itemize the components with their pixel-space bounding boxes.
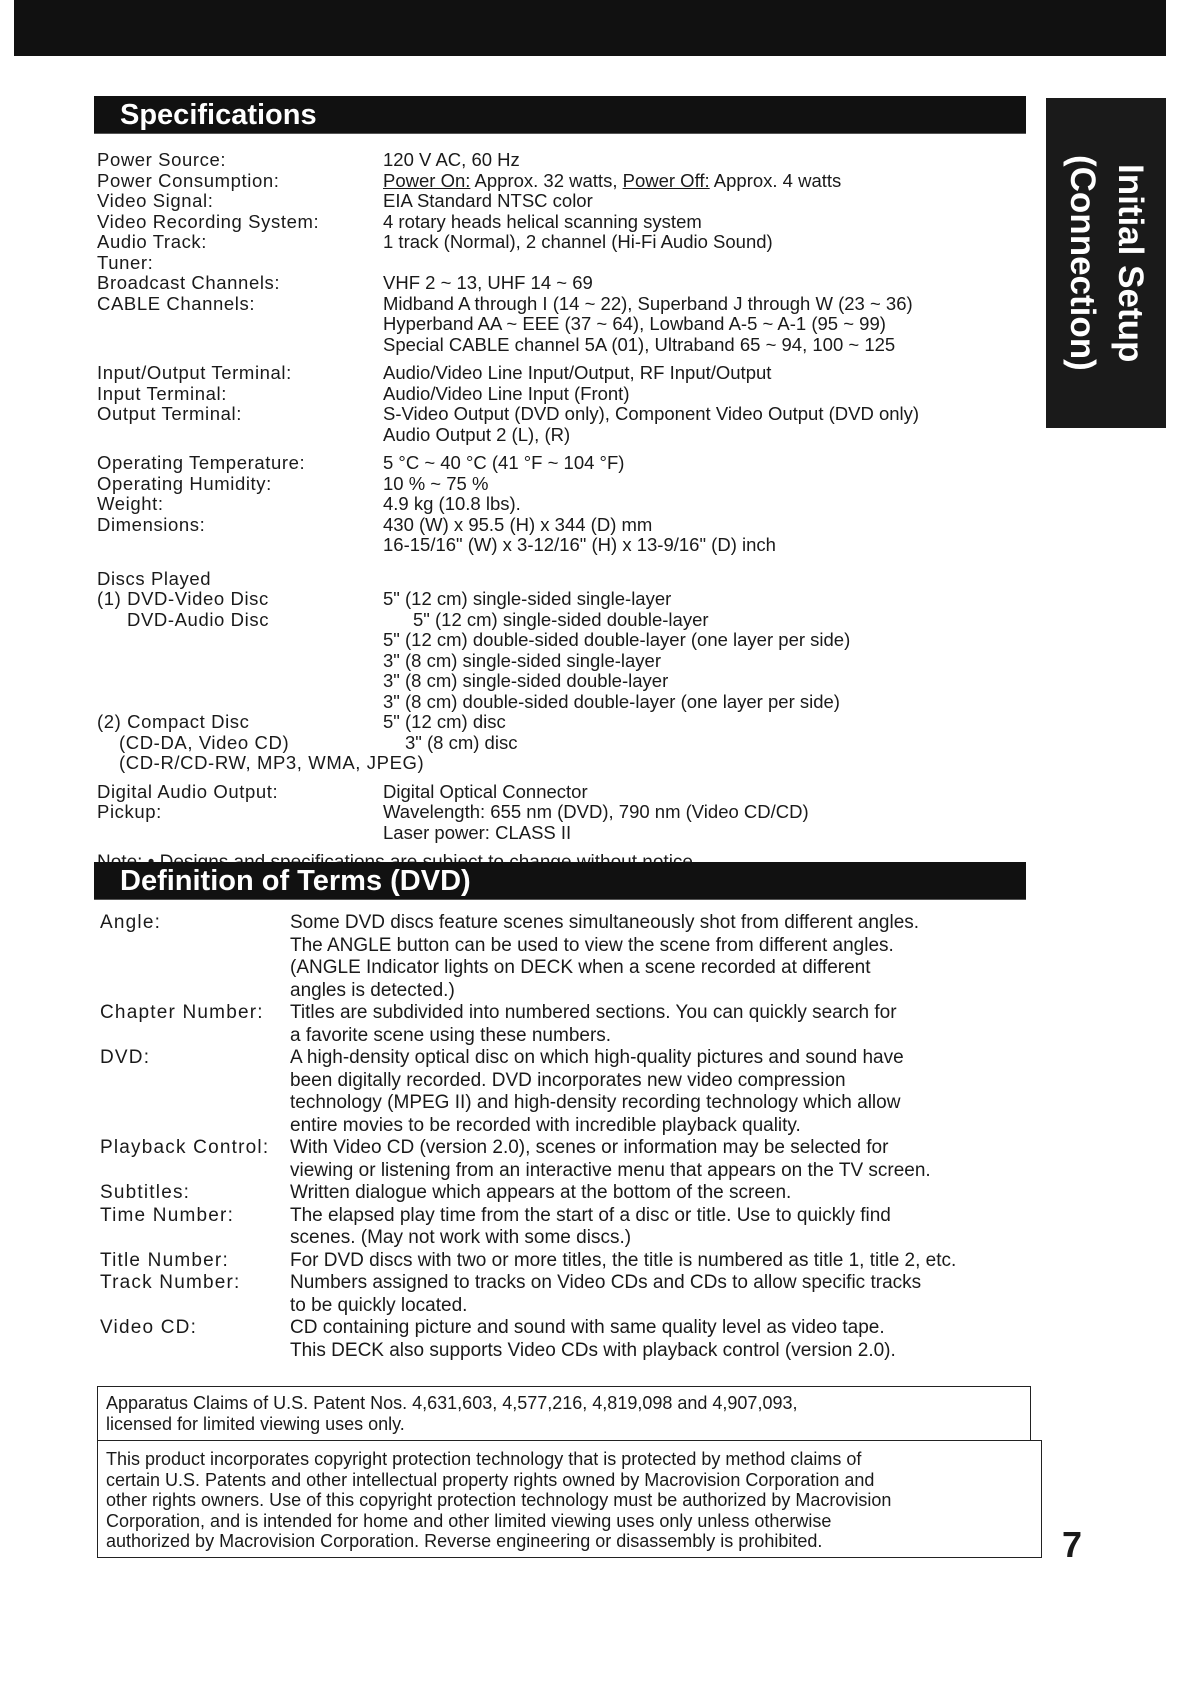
spec-label: DVD-Audio Disc xyxy=(127,608,270,630)
spec-row xyxy=(97,294,1037,315)
term-entry xyxy=(100,1137,1060,1182)
term-line: technology (MPEG II) and high-density recording technology which allow xyxy=(290,1092,901,1113)
term-definition xyxy=(290,1272,1060,1317)
spec-label: Digital Audio Output: xyxy=(97,780,279,802)
spec-label: Operating Temperature: xyxy=(97,452,306,473)
term-entry xyxy=(100,912,1060,1002)
notice-line: authorized by Macrovision Corporation. Reverse engineering or disassembly is prohibited. xyxy=(106,1531,823,1551)
spec-row xyxy=(97,212,1037,233)
spec-value: Audio/Video Line Input (Front) xyxy=(383,382,630,404)
term-line: a favorite scene using these numbers. xyxy=(290,1024,612,1046)
term-label: Time Number: xyxy=(100,1204,235,1226)
spec-value: 120 V AC, 60 Hz xyxy=(383,149,520,170)
spec-label: (CD-DA, Video CD) xyxy=(119,731,290,753)
term-line: (ANGLE Indicator lights on DECK when a scene recorded at different xyxy=(290,957,871,978)
definitions-list xyxy=(100,912,1060,1362)
power-off-label: Power Off: xyxy=(622,169,710,191)
spec-label: (2) Compact Disc xyxy=(97,711,250,732)
spec-value: 5" (12 cm) single-sided single-layer xyxy=(383,588,672,609)
term-label: Video CD: xyxy=(100,1317,198,1338)
definitions-header xyxy=(94,862,1026,900)
spec-label: Broadcast Channels: xyxy=(97,272,281,293)
term-definition xyxy=(290,1137,1060,1182)
spec-value xyxy=(383,171,1037,192)
spec-value: 3" (8 cm) single-sided single-layer xyxy=(383,649,662,671)
spec-value: 16-15/16" (W) x 3-12/16" (H) x 13-9/16" (D) inch xyxy=(383,534,776,555)
spec-label: CABLE Channels: xyxy=(97,292,256,314)
spec-row xyxy=(97,273,1037,294)
term-label: Track Number: xyxy=(100,1272,241,1293)
term-entry xyxy=(100,1272,1060,1317)
term-definition xyxy=(290,1250,1060,1273)
spec-row xyxy=(97,802,1037,823)
power-off-value: Approx. 4 watts xyxy=(709,169,842,191)
term-label: Chapter Number: xyxy=(100,1002,264,1023)
term-line: entire movies to be recorded with incredible playback quality. xyxy=(290,1114,801,1136)
term-line: viewing or listening from an interactive menu that appears on the TV screen. xyxy=(290,1159,931,1181)
spec-value: 5" (12 cm) double-sided double-layer (one layer per side) xyxy=(383,629,851,650)
spec-value: Special CABLE channel 5A (01), Ultraband 65 ~ 94, 100 ~ 125 xyxy=(383,333,896,355)
notice-line: Corporation, and is intended for home and other limited viewing uses only unless otherwise xyxy=(106,1510,832,1531)
spec-value: 3" (8 cm) disc xyxy=(405,731,518,753)
spec-value: 3" (8 cm) single-sided double-layer xyxy=(383,670,669,691)
term-line: A high-density optical disc on which high-quality pictures and sound have xyxy=(290,1047,904,1068)
notice-line: certain U.S. Patents and other intellectual property rights owned by Macrovision Corporation and xyxy=(106,1469,875,1490)
term-line: For DVD discs with two or more titles, the title is numbered as title 1, title 2, etc. xyxy=(290,1249,957,1271)
spec-row xyxy=(97,494,1037,515)
term-entry xyxy=(100,1002,1060,1047)
spec-row xyxy=(97,335,1037,356)
spec-row xyxy=(97,425,1037,446)
macrovision-notice-box xyxy=(97,1440,1042,1558)
spec-value xyxy=(383,253,1037,274)
spec-row xyxy=(97,453,1037,474)
spec-label: (CD-R/CD-RW, MP3, WMA, JPEG) xyxy=(119,752,425,773)
spec-value: 5" (12 cm) single-sided double-layer xyxy=(413,608,709,630)
spec-row xyxy=(97,692,1037,713)
side-tab-line2: (Connection) xyxy=(1063,155,1102,371)
top-black-bar xyxy=(14,0,1166,56)
spec-row xyxy=(97,150,1037,171)
spec-value: Midband A through I (14 ~ 22), Superband J through W (23 ~ 36) xyxy=(383,292,913,314)
spec-row xyxy=(97,404,1037,425)
patent-line: Apparatus Claims of U.S. Patent Nos. 4,631,603, 4,577,216, 4,819,098 and 4,907,093, xyxy=(106,1393,798,1413)
term-line: to be quickly located. xyxy=(290,1294,468,1316)
term-line: scenes. (May not work with some discs.) xyxy=(290,1227,632,1248)
term-line: Titles are subdivided into numbered sections. You can quickly search for xyxy=(290,1002,897,1023)
spec-label xyxy=(97,823,383,844)
spec-value: Laser power: CLASS II xyxy=(383,821,572,843)
spec-row xyxy=(97,782,1037,803)
spec-row xyxy=(97,671,1037,692)
page-number: 7 xyxy=(1062,1524,1083,1565)
spec-label: Video Recording System: xyxy=(97,210,320,232)
patent-line: licensed for limited viewing uses only. xyxy=(106,1414,405,1434)
definitions-title: Definition of Terms (DVD) xyxy=(120,865,471,897)
spec-row xyxy=(97,474,1037,495)
notice-line: other rights owners. Use of this copyright protection technology must be authorized by Macrovision xyxy=(106,1490,892,1510)
spec-row xyxy=(97,314,1037,335)
spec-value: Audio Output 2 (L), (R) xyxy=(383,423,571,445)
term-line: been digitally recorded. DVD incorporates new video compression xyxy=(290,1069,846,1091)
specifications-title: Specifications xyxy=(120,99,317,131)
term-line: angles is detected.) xyxy=(290,979,455,1001)
spec-row xyxy=(97,515,1037,536)
spec-row xyxy=(97,535,1037,556)
spec-label: (1) DVD-Video Disc xyxy=(97,588,269,609)
spec-value: 5" (12 cm) disc xyxy=(383,711,506,732)
term-entry xyxy=(100,1182,1060,1205)
spec-value: 430 (W) x 95.5 (H) x 344 (D) mm xyxy=(383,513,653,535)
spec-row xyxy=(97,753,1037,774)
spec-label: Operating Humidity: xyxy=(97,472,272,494)
spec-label: Tuner: xyxy=(97,251,154,273)
power-on-label: Power On: xyxy=(383,169,471,191)
spec-value: 1 track (Normal), 2 channel (Hi-Fi Audio Sound) xyxy=(383,231,773,252)
spec-row xyxy=(97,569,1037,590)
spec-label: Pickup: xyxy=(97,801,162,822)
spec-value: S-Video Output (DVD only), Component Video Output (DVD only) xyxy=(383,403,920,424)
term-line: The ANGLE button can be used to view the scene from different angles. xyxy=(290,934,894,956)
power-on-value: Approx. 32 watts, xyxy=(470,169,623,191)
term-line: Numbers assigned to tracks on Video CDs and CDs to allow specific tracks xyxy=(290,1272,922,1293)
spec-value: Digital Optical Connector xyxy=(383,780,588,802)
spec-value: Audio/Video Line Input/Output, RF Input/Output xyxy=(383,362,772,383)
spec-label xyxy=(97,651,383,672)
term-label: Title Number: xyxy=(100,1249,229,1271)
spec-row xyxy=(97,733,1037,754)
spec-value: VHF 2 ~ 13, UHF 14 ~ 69 xyxy=(383,272,593,293)
term-label: DVD: xyxy=(100,1047,151,1068)
spec-label xyxy=(97,671,383,692)
term-entry xyxy=(100,1250,1060,1273)
spec-label: Audio Track: xyxy=(97,231,208,252)
spec-label xyxy=(97,314,383,335)
spec-label: Video Signal: xyxy=(97,190,214,211)
term-definition xyxy=(290,912,1060,1002)
term-line: The elapsed play time from the start of a disc or title. Use to quickly find xyxy=(290,1204,891,1226)
spec-label xyxy=(97,692,383,713)
term-entry xyxy=(100,1317,1060,1362)
spec-row xyxy=(97,384,1037,405)
spec-row xyxy=(97,610,1037,631)
spec-value: 5 °C ~ 40 °C (41 °F ~ 104 °F) xyxy=(383,452,625,473)
spec-row xyxy=(97,589,1037,610)
term-definition xyxy=(290,1002,1060,1047)
spec-label: Weight: xyxy=(97,493,164,514)
spec-row xyxy=(97,630,1037,651)
specifications-table xyxy=(97,150,1037,874)
spec-value: 10 % ~ 75 % xyxy=(383,472,489,494)
specifications-header xyxy=(94,96,1026,134)
spec-value: 3" (8 cm) double-sided double-layer (one layer per side) xyxy=(383,690,840,712)
term-definition xyxy=(290,1182,1060,1205)
term-line: Written dialogue which appears at the bottom of the screen. xyxy=(290,1182,792,1203)
term-entry xyxy=(100,1205,1060,1250)
spec-row xyxy=(97,823,1037,844)
spec-label: Power Source: xyxy=(97,149,227,170)
notice-line: This product incorporates copyright protection technology that is protected by method claims of xyxy=(106,1449,862,1469)
spec-value: 4 rotary heads helical scanning system xyxy=(383,210,702,232)
spec-row xyxy=(97,363,1037,384)
term-line: Some DVD discs feature scenes simultaneously shot from different angles. xyxy=(290,912,920,933)
spec-label: Output Terminal: xyxy=(97,403,242,424)
term-line: With Video CD (version 2.0), scenes or information may be selected for xyxy=(290,1137,889,1158)
term-definition xyxy=(290,1047,1060,1137)
spec-label: Discs Played xyxy=(97,567,212,589)
spec-row xyxy=(97,253,1037,274)
term-entry xyxy=(100,1047,1060,1137)
spec-label: Dimensions: xyxy=(97,513,206,535)
spec-value: Hyperband AA ~ EEE (37 ~ 64), Lowband A-5 ~ A-1 (95 ~ 99) xyxy=(383,313,886,334)
spec-label: Input Terminal: xyxy=(97,382,227,404)
term-definition xyxy=(290,1205,1060,1250)
term-line: CD containing picture and sound with same quality level as video tape. xyxy=(290,1317,885,1338)
spec-value: 4.9 kg (10.8 lbs). xyxy=(383,493,521,514)
spec-value xyxy=(383,569,1037,590)
term-definition xyxy=(290,1317,1060,1362)
patent-claims-box xyxy=(97,1386,1031,1440)
spec-row xyxy=(97,171,1037,192)
side-tab-line1: Initial Setup xyxy=(1111,163,1150,363)
term-label: Subtitles: xyxy=(100,1182,191,1203)
spec-label xyxy=(97,630,383,651)
term-label: Angle: xyxy=(100,912,162,933)
spec-row xyxy=(97,651,1037,672)
term-label: Playback Control: xyxy=(100,1137,270,1158)
spec-row xyxy=(97,191,1037,212)
section-side-tab xyxy=(1046,98,1166,428)
spec-row xyxy=(97,712,1037,733)
spec-label: Input/Output Terminal: xyxy=(97,362,292,383)
spec-label xyxy=(97,535,383,556)
spec-label xyxy=(97,425,383,446)
spec-value: EIA Standard NTSC color xyxy=(383,190,593,211)
spec-row xyxy=(97,232,1037,253)
spec-value: Wavelength: 655 nm (DVD), 790 nm (Video CD/CD) xyxy=(383,801,809,822)
spec-label xyxy=(97,335,383,356)
spec-label: Power Consumption: xyxy=(97,169,280,191)
term-line: This DECK also supports Video CDs with playback control (version 2.0). xyxy=(290,1339,896,1361)
